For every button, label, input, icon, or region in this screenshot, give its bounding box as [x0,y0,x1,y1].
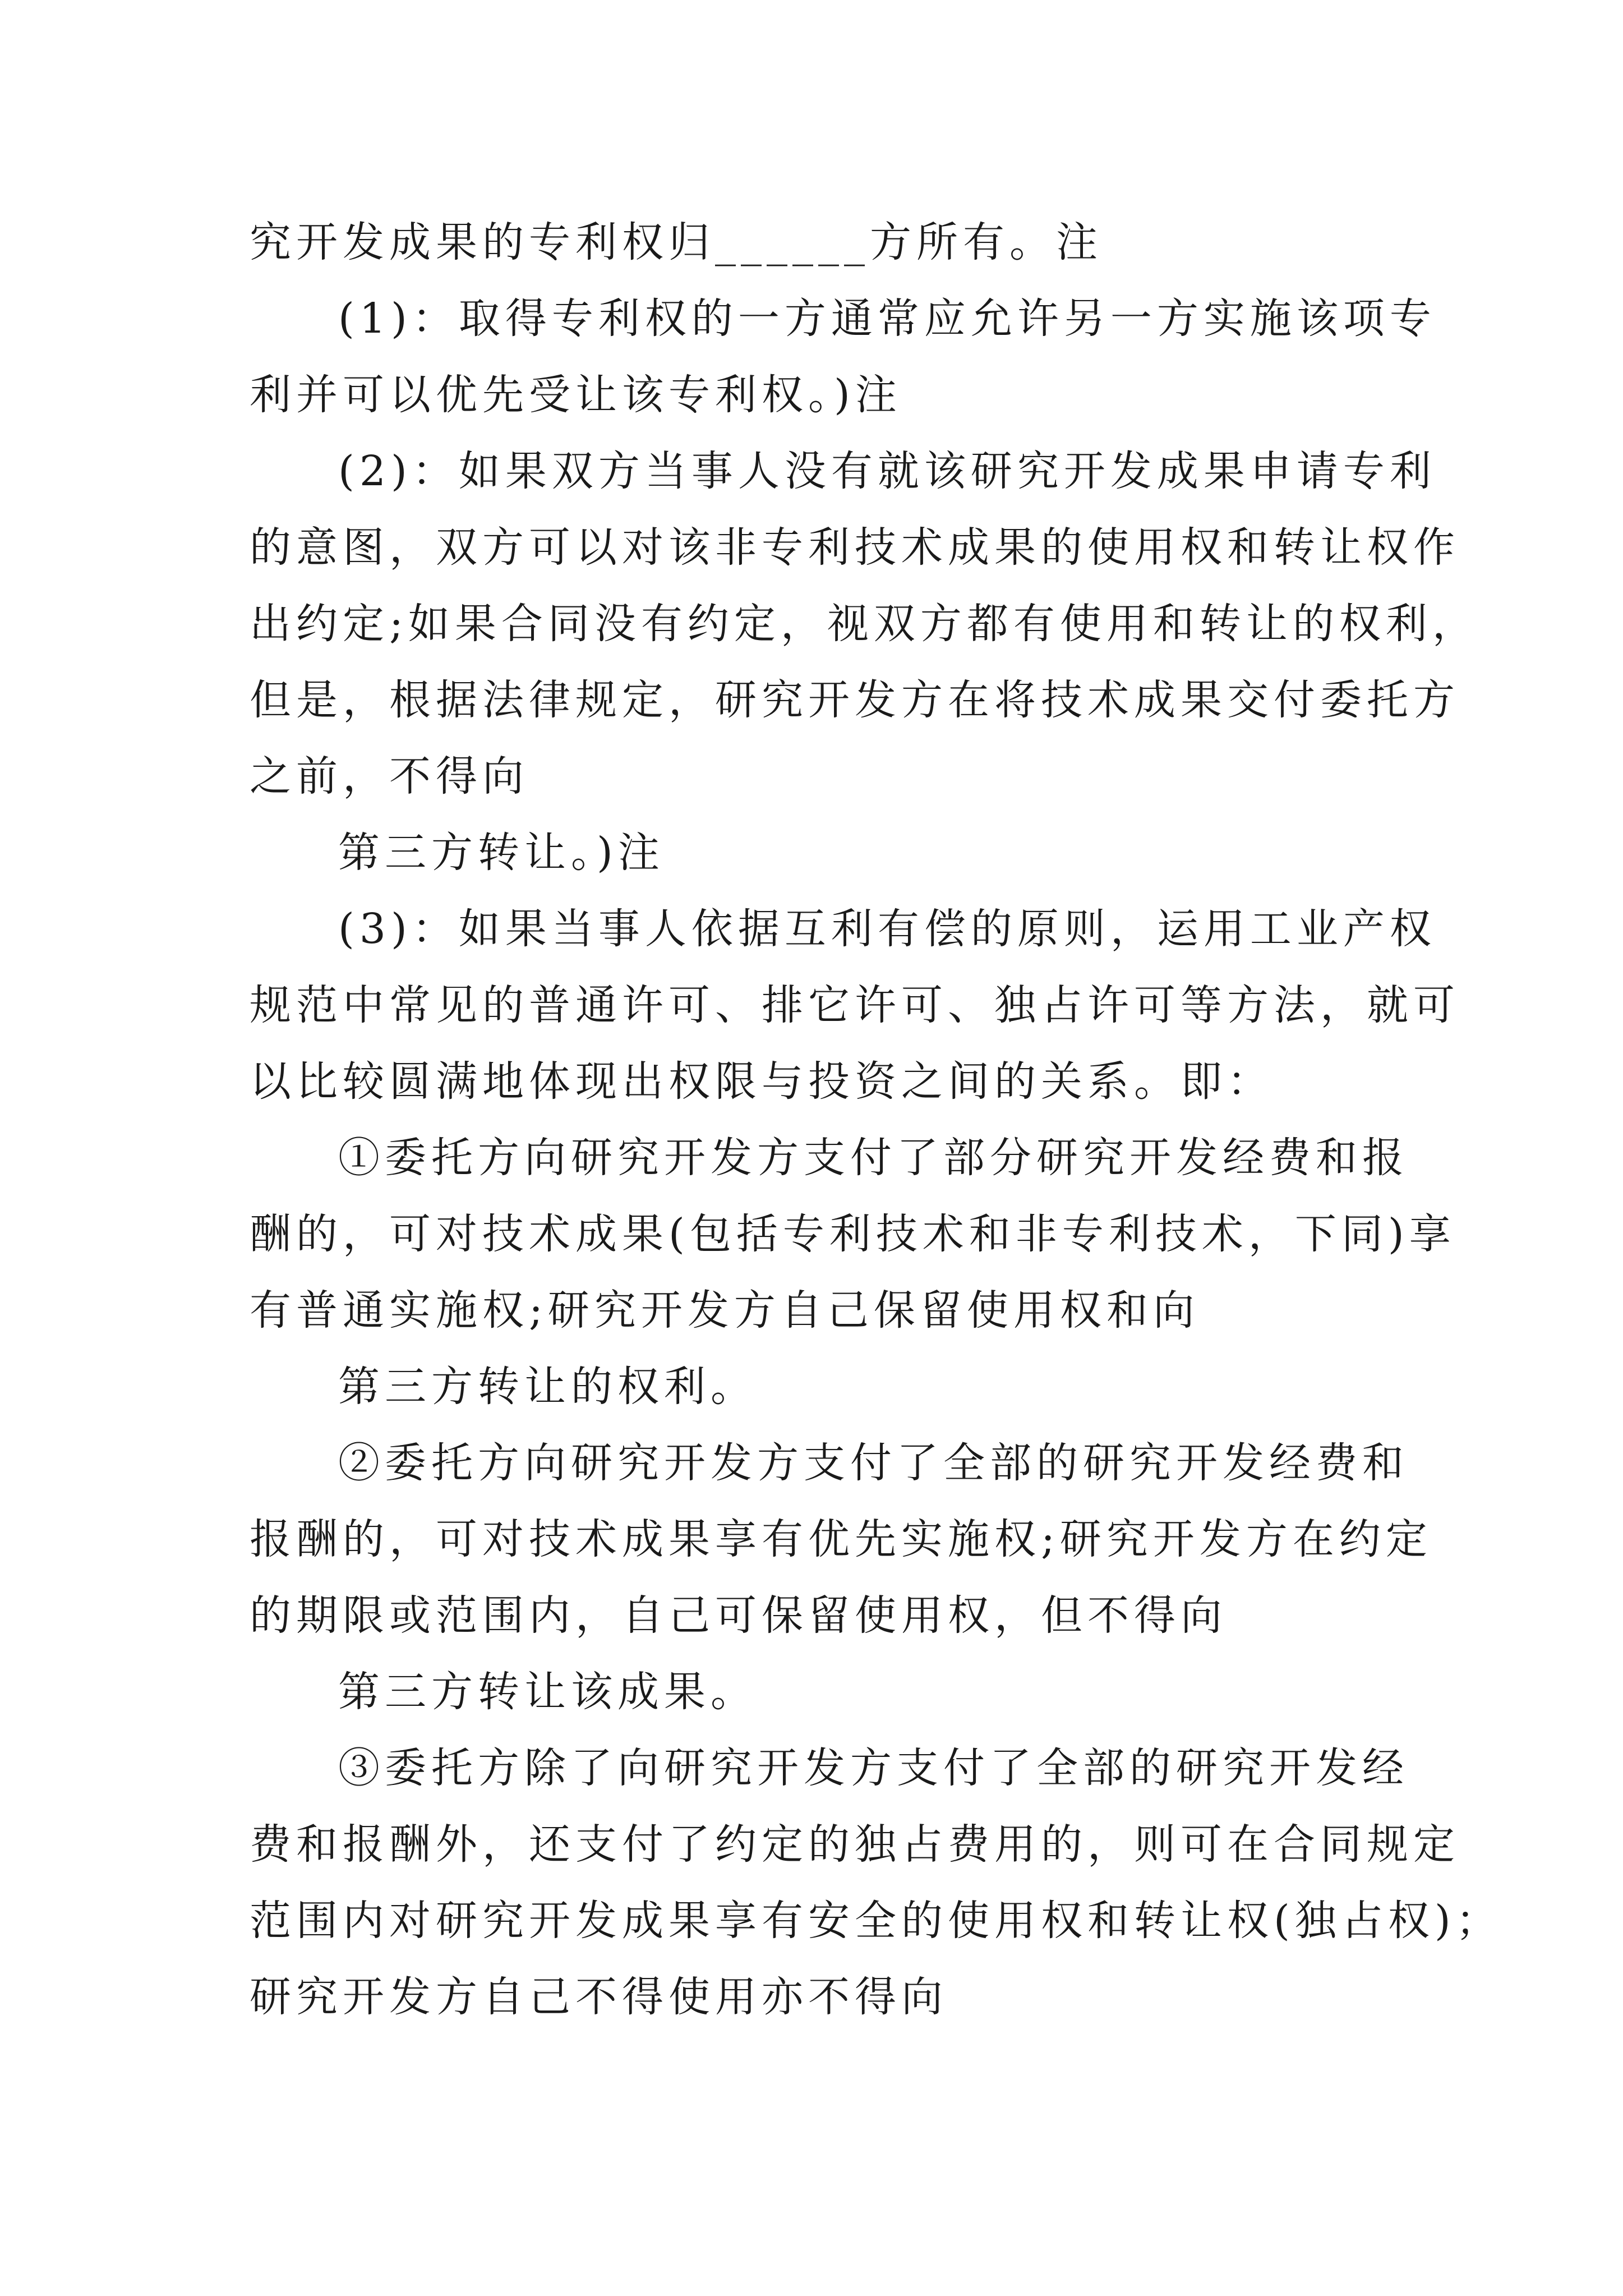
text-line-20: 第三方转让该成果。 [338,1668,757,1716]
text-line-15: 有普通实施权;研究开发方自己保留使用权和向 [250,1286,1200,1335]
text-line-3: 利并可以优先受让该专利权。)注 [250,371,902,419]
text-line-6: 出约定;如果合同没有约定，视双方都有使用和转让的权利， [250,600,1479,648]
text-line-5: 的意图，双方可以对该非专利技术成果的使用权和转让权作 [250,523,1460,572]
text-line-23: 范围内对研究开发成果享有安全的使用权和转让权(独占权)； [250,1897,1502,1945]
text-line-10: (3)：如果当事人依据互利有偿的原则，运用工业产权 [338,905,1436,953]
text-line-12: 以比较圆满地体现出权限与投资之间的关系。即： [250,1057,1274,1106]
text-line-9: 第三方转让。)注 [338,829,665,877]
text-line-2: (1)：取得专利权的一方通常应允许另一方实施该项专 [338,295,1436,343]
text-line-24: 研究开发方自己不得使用亦不得向 [250,1973,948,2021]
text-line-1: 究开发成果的专利权归______方所有。注 [250,218,1103,266]
text-line-4: (2)：如果双方当事人没有就该研究开发成果申请专利 [338,447,1436,495]
text-line-19: 的期限或范围内，自己可保留使用权，但不得向 [250,1591,1227,1640]
text-line-8: 之前，不得向 [250,752,529,800]
text-line-7: 但是，根据法律规定，研究开发方在将技术成果交付委托方 [250,676,1460,724]
text-line-21: ③委托方除了向研究开发方支付了全部的研究开发经 [338,1744,1409,1792]
text-line-14: 酬的，可对技术成果(包括专利技术和非专利技术，下同)享 [250,1210,1456,1258]
text-line-22: 费和报酬外，还支付了约定的独占费用的，则可在合同规定 [250,1820,1460,1869]
text-line-11: 规范中常见的普通许可、排它许可、独占许可等方法，就可 [250,981,1460,1029]
text-line-13: ①委托方向研究开发方支付了部分研究开发经费和报 [338,1134,1409,1182]
text-line-18: 报酬的，可对技术成果享有优先实施权;研究开发方在约定 [250,1515,1432,1563]
text-line-16: 第三方转让的权利。 [338,1363,757,1411]
text-line-17: ②委托方向研究开发方支付了全部的研究开发经费和 [338,1439,1409,1487]
